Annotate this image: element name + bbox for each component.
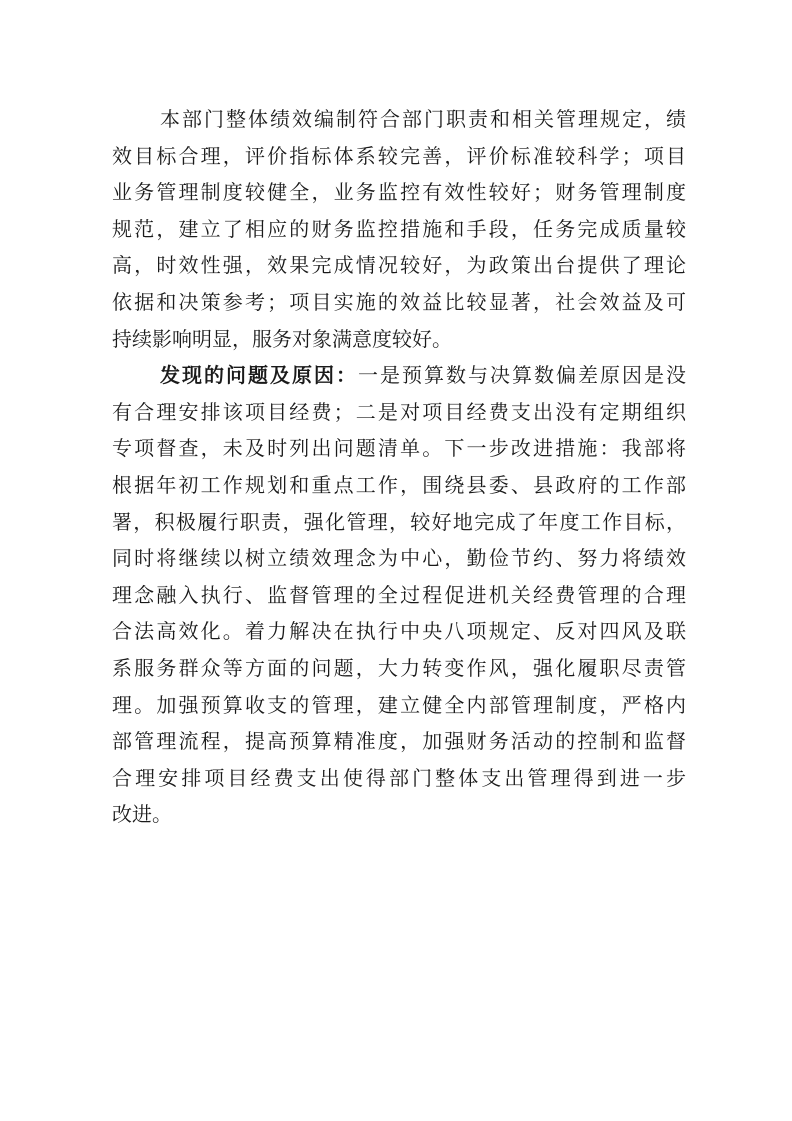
text-line: 持续影响明显，服务对象满意度较好。 bbox=[112, 326, 452, 351]
text-line: 理念融入执行、监督管理的全过程促进机关经费管理的合理 bbox=[112, 582, 686, 607]
text-line: 改进。 bbox=[112, 802, 172, 827]
text-line: 业务管理制度较健全，业务监控有效性较好；财务管理制度 bbox=[112, 180, 686, 205]
section-heading: 发现的问题及原因： bbox=[160, 363, 358, 388]
text-line bbox=[112, 357, 686, 394]
text-line: 署，积极履行职责，强化管理，较好地完成了年度工作目标， bbox=[112, 509, 686, 534]
text-line: 理。加强预算收支的管理，建立健全内部管理制度，严格内 bbox=[112, 692, 686, 717]
text-line: 合理安排项目经费支出使得部门整体支出管理得到进一步 bbox=[112, 765, 686, 790]
text-line: 部管理流程，提高预算精准度，加强财务活动的控制和监督 bbox=[112, 729, 686, 754]
text-line: 同时将继续以树立绩效理念为中心，勤俭节约、努力将绩效 bbox=[112, 546, 686, 571]
text-line: 有合理安排该项目经费；二是对项目经费支出没有定期组织 bbox=[112, 399, 686, 424]
text-line: 规范，建立了相应的财务监控措施和手段，任务完成质量较 bbox=[112, 216, 686, 241]
text-line: 依据和决策参考；项目实施的效益比较显著，社会效益及可 bbox=[112, 289, 686, 314]
text-line: 系服务群众等方面的问题，大力转变作风，强化履职尽责管 bbox=[112, 655, 686, 680]
text-line: 专项督查，未及时列出问题清单。下一步改进措施：我部将 bbox=[112, 436, 686, 461]
paragraph-performance-summary bbox=[112, 101, 686, 357]
text-line: 本部门整体绩效编制符合部门职责和相关管理规定，绩 bbox=[160, 107, 686, 131]
text-line: 效目标合理，评价指标体系较完善，评价标准较科学；项目 bbox=[112, 143, 686, 168]
text-line: 合法高效化。着力解决在执行中央八项规定、反对四风及联 bbox=[112, 619, 686, 644]
text-line: 高，时效性强，效果完成情况较好，为政策出台提供了理论 bbox=[112, 253, 686, 278]
paragraph-problems-and-causes bbox=[112, 357, 686, 833]
text-line: 根据年初工作规划和重点工作，围绕县委、县政府的工作部 bbox=[112, 472, 686, 497]
document-body bbox=[112, 101, 686, 833]
text-run: 一是预算数与决算数偏差原因是没 bbox=[358, 363, 686, 388]
